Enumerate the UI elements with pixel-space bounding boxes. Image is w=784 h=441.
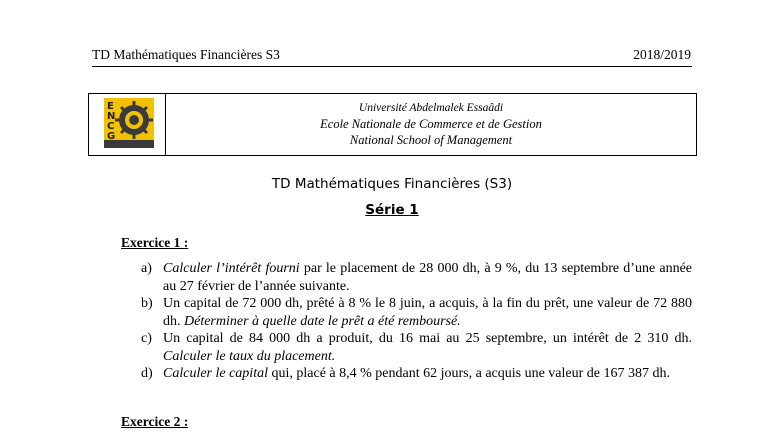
- header-course-title: TD Mathématiques Financières S3: [92, 47, 280, 62]
- item-label: c): [141, 331, 152, 346]
- exercise-1-list: [141, 260, 692, 383]
- school-name-en: National School of Management: [349, 133, 513, 147]
- item-text: qui, placé à 8,4 % pendant 62 jours, a acquis une valeur de 167 387 dh.: [267, 366, 670, 381]
- logo-letter-g: G: [107, 131, 116, 142]
- item-text: par le placement de 28 000 dh, à 9 %, du 13 septembre d’une année au 27 février de l’année suivante.: [163, 261, 692, 294]
- item-italic-text: Déterminer à quelle date le prêt a été remboursé.: [184, 313, 461, 329]
- item-italic-text: Calculer le capital: [163, 366, 268, 381]
- encg-logo-icon: [104, 98, 154, 148]
- item-label: a): [141, 261, 152, 276]
- item-italic-text: Calculer l’intérêt fourni: [163, 261, 300, 276]
- item-label: b): [141, 296, 153, 311]
- list-item: [141, 260, 692, 295]
- list-item: [141, 365, 692, 383]
- university-name: Université Abdelmalek Essaâdi: [358, 102, 504, 114]
- logo-letter-c: C: [107, 121, 115, 132]
- item-italic-text: Calculer le taux du placement.: [163, 348, 336, 364]
- header-academic-year: 2018/2019: [633, 47, 691, 62]
- document-title: TD Mathématiques Financières (S3): [271, 176, 513, 192]
- list-item: [141, 295, 692, 330]
- institution-text: [166, 100, 696, 148]
- series-title: Série 1: [365, 202, 419, 218]
- logo-letter-e: E: [107, 101, 114, 112]
- institution-box: [88, 93, 697, 156]
- exercise-1-heading: Exercice 1 :: [121, 235, 189, 250]
- list-item: [141, 330, 692, 365]
- item-text: Un capital de 84 000 dh a produit, du 16 mai au 25 septembre, un intérêt de 2 310 dh.: [163, 331, 692, 346]
- logo-cell: [89, 94, 166, 155]
- school-name-fr: Ecole Nationale de Commerce et de Gestion: [320, 117, 542, 131]
- logo-letter-n: N: [107, 111, 116, 122]
- item-text: Un capital de 72 000 dh, prêté à 8 % le 8 juin, a acquis, à la fin du prêt, une valeur de 72 880 dh.: [163, 296, 692, 329]
- header-rule: [92, 66, 692, 67]
- exercise-2-heading: Exercice 2 :: [121, 414, 189, 429]
- item-label: d): [141, 366, 153, 381]
